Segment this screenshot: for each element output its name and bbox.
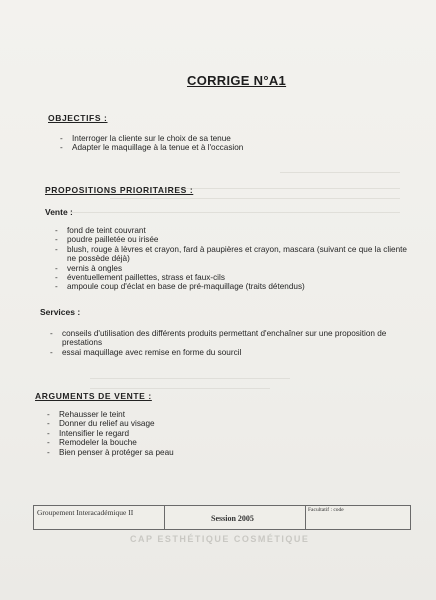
footer-groupement: Groupement Interacadémique II (37, 508, 134, 517)
objectifs-list (60, 134, 380, 153)
footer-table (33, 505, 411, 530)
vente-label: Vente : (45, 207, 73, 217)
list-item: - poudre pailletée ou irisée (55, 235, 415, 244)
list-item: - Rehausser le teint (47, 410, 347, 419)
footer-session: Session 2005 (211, 514, 254, 523)
objectifs-heading: OBJECTIFS : (48, 113, 108, 123)
propositions-heading: PROPOSITIONS PRIORITAIRES : (45, 185, 194, 195)
show-through-line (90, 378, 290, 379)
footer-cell-groupement (34, 506, 165, 529)
services-list (50, 329, 410, 357)
list-item: - Donner du relief au visage (47, 419, 347, 428)
services-label: Services : (40, 307, 81, 317)
footer-facultatif: Facultatif : code (308, 507, 344, 513)
list-item: - essai maquillage avec remise en forme du sourcil (50, 348, 410, 357)
arguments-list (47, 410, 347, 457)
show-through-line (70, 212, 400, 213)
list-item: - ampoule coup d'éclat en base de pré-maquillage (traits détendus) (55, 282, 415, 291)
arguments-heading: ARGUMENTS DE VENTE : (35, 391, 152, 401)
list-item: - Intensifier le regard (47, 429, 347, 438)
list-item: - Bien penser à protéger sa peau (47, 448, 347, 457)
list-item: - conseils d'utilisation des différents produits permettant d'enchaîner sur une proposition de prestations (50, 329, 410, 348)
list-item: - Remodeler la bouche (47, 438, 347, 447)
list-item: - vernis à ongles (55, 264, 415, 273)
list-item: - Interroger la cliente sur le choix de sa tenue (60, 134, 380, 143)
show-through-line (110, 198, 400, 199)
faint-stamp: CAP ESTHÉTIQUE COSMÉTIQUE (130, 534, 310, 544)
footer-cell-facultatif (306, 506, 410, 529)
list-item: - éventuellement paillettes, strass et faux-cils (55, 273, 415, 282)
vente-list (55, 226, 415, 292)
page-title: CORRIGE N°A1 (187, 73, 287, 88)
list-item: - blush, rouge à lèvres et crayon, fard à paupières et crayon, mascara (suivant ce que la cliente ne possède déjà) (55, 245, 415, 264)
footer-cell-session (165, 506, 306, 529)
show-through-line (280, 172, 400, 173)
list-item: - fond de teint couvrant (55, 226, 415, 235)
list-item: - Adapter le maquillage à la tenue et à l'occasion (60, 143, 380, 152)
show-through-line (90, 388, 270, 389)
